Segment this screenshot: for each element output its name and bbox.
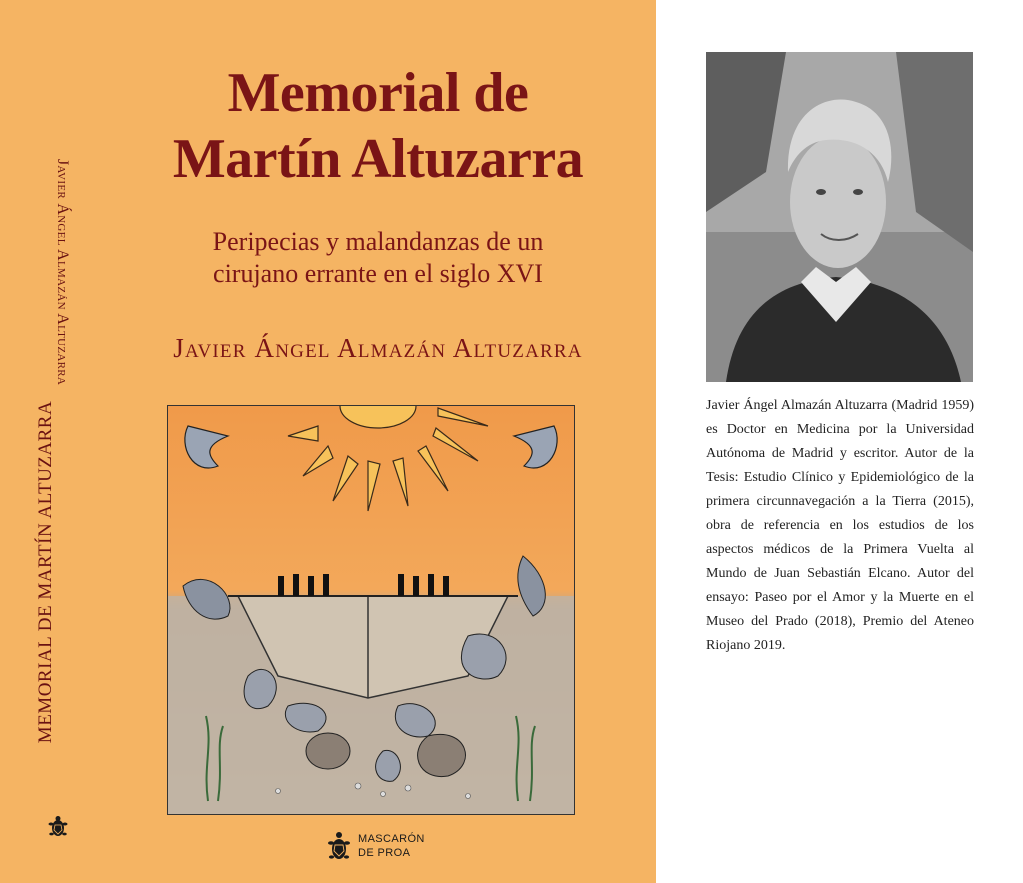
turtle-logo-icon	[328, 830, 350, 864]
cover-author: Javier Ángel Almazán Altuzarra	[173, 333, 583, 363]
title-line-1: Memorial de	[227, 62, 529, 124]
publisher-name	[358, 832, 425, 860]
cover-illustration	[167, 405, 575, 815]
publisher-name-line-2: DE PROA	[358, 847, 411, 859]
book-title	[100, 60, 656, 192]
book-spine	[0, 0, 100, 883]
fish-icon	[418, 734, 466, 776]
fish-icon	[376, 750, 401, 781]
title-line-2: Martín Altuzarra	[172, 128, 584, 190]
spine-author: Javier Ángel Almazán Altuzarra	[54, 158, 71, 386]
turtle-logo-icon	[48, 815, 68, 839]
book-subtitle	[100, 226, 656, 290]
author-biography: Javier Ángel Almazán Altuzarra (Madrid 1959) es Doctor en Medicina por la Universidad Autónoma de Madrid y escritor. Autor de la Tesis: Estudio Clínico y Epidemiológico de la primera circunnavegación a la Tierra (2015), obra de referencia en los estudios de los aspectos médicos de la Primera Vuelta al Mundo de Juan Sebastián Elcano. Autor del ensayo: Paseo por el Amor y la Muerte en el Museo del Prado (2018), Premio del Ateneo Riojano 2019.	[706, 398, 974, 653]
front-cover	[100, 0, 656, 883]
subtitle-line-2: cirujano errante en el siglo XVI	[213, 259, 543, 288]
publisher-mark	[328, 830, 468, 870]
author-photo	[706, 52, 973, 382]
subtitle-line-1: Peripecias y malandanzas de un	[212, 227, 544, 256]
publisher-name-line-1: MASCARÓN	[358, 833, 425, 845]
fish-icon	[244, 669, 276, 708]
spine-title: MEMORIAL DE MARTÍN ALTUZARRA	[35, 400, 56, 744]
sunfish-icon	[306, 733, 350, 769]
